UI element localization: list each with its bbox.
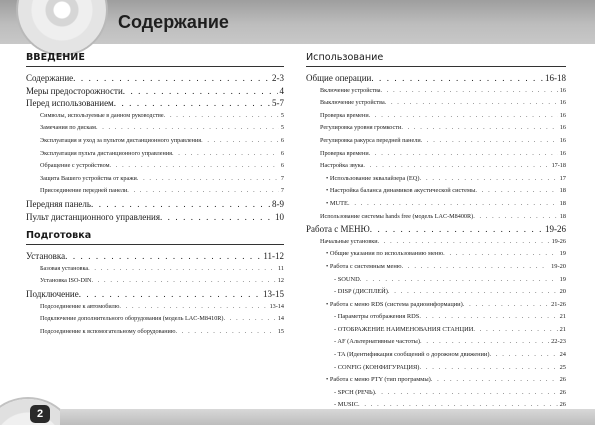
toc-entry (26, 97, 284, 110)
toc-entry-title: Подключение дополнительного оборудования (модель LAC-M8410R) (40, 315, 224, 323)
toc-entry-title: Выключение устройства (320, 99, 385, 107)
toc-entry (306, 72, 566, 85)
toc-entry (306, 349, 566, 362)
toc-entry-page: 19 (559, 275, 566, 283)
toc-entry (306, 299, 566, 312)
header-band (0, 0, 595, 44)
toc-leader (385, 97, 558, 110)
toc-entry-title: Передняя панель (26, 198, 92, 209)
toc-entry-title: • Работа с меню RDS (система радиоинформации) (326, 300, 463, 308)
toc-leader (420, 336, 549, 349)
toc-entry-page: 12 (277, 277, 284, 285)
toc-entry-title: • MUTE (326, 199, 348, 207)
toc-entry-page: 19-26 (545, 224, 566, 235)
toc-entry (306, 122, 566, 135)
toc-leader (363, 160, 549, 173)
toc-entry-page: 14 (277, 315, 284, 323)
toc-entry-page: 16 (559, 111, 566, 119)
toc-entry-page: 5 (280, 124, 284, 132)
toc-entry-title: Подсоединение к автомобилю (40, 302, 120, 310)
toc-entry-title: Эксплуатация пульта дистанционного управления (40, 149, 172, 157)
toc-leader (369, 110, 558, 123)
toc-entry-title: - Параметры отображения RDS (334, 313, 420, 321)
toc-leader (96, 122, 279, 135)
toc-leader (371, 72, 543, 85)
toc-entry-title: • Использование эквалайзера (EQ) (326, 174, 420, 182)
toc-entry-page: 11 (278, 264, 284, 272)
toc-leader (224, 313, 276, 326)
toc-entry (306, 160, 566, 173)
toc-entry (306, 286, 566, 299)
toc-entry (26, 301, 284, 314)
toc-entry (26, 288, 284, 301)
toc-leader (421, 135, 558, 148)
toc-entry-title: Перед использованием (26, 98, 114, 109)
toc-leader (489, 349, 557, 362)
toc-entry-page: 17 (559, 174, 566, 182)
toc-entry-page: 20 (559, 288, 566, 296)
toc-list-usage (306, 72, 566, 412)
toc-leader (91, 275, 275, 288)
toc-leader (137, 173, 279, 186)
toc-entry-title: - TA (Идентификация сообщений о дорожном движении) (334, 351, 490, 359)
toc-entry (306, 336, 566, 349)
toc-entry (306, 198, 566, 211)
toc-entry-page: 6 (280, 149, 284, 157)
toc-entry-title: Установка (26, 251, 66, 262)
toc-entry-page: 18 (559, 212, 566, 220)
toc-entry-page: 6 (280, 162, 284, 170)
toc-entry-page: 16-18 (545, 73, 566, 83)
toc-entry-page: 19-20 (551, 262, 566, 270)
toc-leader (114, 97, 270, 110)
toc-entry (26, 263, 284, 276)
toc-entry-page: 8-9 (272, 198, 284, 209)
toc-entry (26, 275, 284, 288)
toc-entry (306, 362, 566, 375)
toc-entry (306, 173, 566, 186)
toc-entry-title: Работа с МЕНЮ (306, 224, 370, 235)
toc-entry-page: 21 (559, 325, 566, 333)
section-rule (26, 66, 284, 67)
toc-entry (306, 223, 566, 236)
toc-entry (26, 148, 284, 161)
toc-entry-title: Замечания по дискам (40, 124, 96, 132)
toc-leader (463, 299, 549, 312)
toc-leader (402, 261, 550, 274)
section-rule (26, 244, 284, 245)
toc-entry-title: Символы, используемые в данном руководстве (40, 111, 164, 119)
toc-entry-title: Подсоединение к вспомогательному оборудованию (40, 327, 176, 335)
toc-entry-page: 15 (277, 327, 284, 335)
toc-leader (473, 324, 557, 337)
toc-entry-page: 25 (559, 363, 566, 371)
toc-entry-page: 18 (559, 187, 566, 195)
toc-list-introduction (26, 72, 284, 223)
toc-entry-page: 21-26 (551, 300, 566, 308)
toc-leader (381, 85, 558, 98)
footer-band (0, 395, 595, 425)
toc-entry-page: 19 (559, 250, 566, 258)
toc-entry (26, 198, 284, 211)
toc-list-preparation (26, 250, 284, 338)
toc-leader (388, 286, 558, 299)
toc-leader (127, 185, 279, 198)
toc-leader (369, 148, 558, 161)
toc-entry (306, 274, 566, 287)
toc-entry-title: - SPCH (РЕЧЬ) (334, 388, 375, 396)
toc-entry (306, 135, 566, 148)
toc-entry (306, 148, 566, 161)
toc-leader (443, 248, 558, 261)
toc-entry-page: 24 (559, 351, 566, 359)
toc-entry-title: • Общие указания по использованию меню (326, 250, 444, 258)
toc-entry (306, 110, 566, 123)
footer-bar (60, 409, 595, 425)
toc-entry-title: • Настройка баланса динамиков акустической системы (326, 187, 476, 195)
toc-entry (306, 236, 566, 249)
toc-entry-page: 17-18 (551, 162, 566, 170)
toc-entry-page: 26 (559, 376, 566, 384)
toc-leader (88, 263, 276, 276)
toc-leader (65, 250, 261, 263)
toc-entry-page: 19-26 (551, 237, 566, 245)
toc-entry-title: Проверка времени (320, 111, 369, 119)
toc-entry (26, 313, 284, 326)
toc-entry-page: 26 (559, 388, 566, 396)
toc-entry-page: 5 (280, 111, 284, 119)
left-column (26, 52, 284, 338)
toc-entry-page: 18 (559, 199, 566, 207)
toc-entry-title: - SOUND (334, 275, 360, 283)
toc-leader (419, 311, 557, 324)
toc-entry-title: Подключение (26, 288, 79, 299)
toc-entry (26, 85, 284, 98)
toc-leader (164, 110, 279, 123)
toc-leader (73, 72, 270, 85)
toc-entry-title: Содержание (26, 73, 74, 83)
toc-entry-title: Установка ISO-DIN (40, 277, 92, 285)
toc-entry-page: 26 (559, 401, 566, 409)
toc-entry (306, 185, 566, 198)
toc-entry (306, 248, 566, 261)
toc-leader (123, 85, 278, 98)
toc-entry-page: 10 (275, 211, 284, 222)
toc-entry-title: Защита Вашего устройства от кражи (40, 174, 137, 182)
toc-entry-title: Эксплуатация и уход за пультом дистанционного управления (40, 136, 202, 144)
toc-leader (401, 122, 558, 135)
toc-entry (26, 72, 284, 85)
page-number: 2 (30, 405, 50, 423)
toc-entry-page: 4 (279, 85, 284, 96)
toc-entry (26, 185, 284, 198)
toc-entry-page: 16 (559, 124, 566, 132)
toc-entry (306, 311, 566, 324)
toc-leader (348, 198, 558, 211)
toc-entry-page: 11-12 (263, 251, 284, 262)
toc-entry-title: • Работа с меню PTY (тип программы) (326, 376, 431, 384)
toc-entry (26, 122, 284, 135)
toc-entry-page: 16 (559, 149, 566, 157)
toc-entry (26, 326, 284, 339)
toc-leader (420, 173, 558, 186)
toc-entry-title: Базовая установка (40, 264, 89, 272)
toc-leader (91, 198, 270, 211)
toc-leader (419, 362, 557, 375)
toc-entry-title: • Работа с системным меню (326, 262, 402, 270)
disc-icon (18, 0, 106, 54)
toc-entry (26, 160, 284, 173)
section-heading-introduction: ВВЕДЕНИЕ (26, 52, 85, 63)
toc-entry-title: - AF (Альтернативные частоты) (334, 338, 420, 346)
section-rule (306, 66, 566, 67)
toc-entry-page: 13-14 (269, 302, 284, 310)
toc-entry-title: - DISP (ДИСПЛЕЙ) (334, 288, 388, 296)
toc-entry (306, 97, 566, 110)
toc-entry-page: 7 (280, 174, 284, 182)
toc-entry-title: Настройка звука (320, 162, 364, 170)
toc-entry-title: Общие операции (306, 73, 372, 83)
toc-entry (306, 374, 566, 387)
section-heading-usage: Использование (306, 52, 384, 63)
toc-entry-title: - ОТОБРАЖЕНИЕ НАИМЕНОВАНИЯ СТАНЦИИ (334, 325, 474, 333)
toc-entry-page: 21 (559, 313, 566, 321)
toc-entry (26, 173, 284, 186)
toc-entry-title: Регулировка уровня громкости (320, 124, 402, 132)
toc-leader (79, 288, 261, 301)
page-title: Содержание (118, 12, 229, 32)
toc-leader (475, 185, 557, 198)
toc-leader (201, 135, 279, 148)
toc-entry-page: 7 (280, 187, 284, 195)
toc-entry-title: Регулировка ракурса передней панели (320, 136, 421, 144)
toc-entry-title: Пульт дистанционного управления (26, 211, 160, 222)
toc-leader (172, 148, 279, 161)
toc-entry-title: Меры предосторожности (26, 85, 123, 96)
toc-leader (110, 160, 279, 173)
toc-entry-title: Использование системы hands free (модель LAC-M8400R) (320, 212, 474, 220)
toc-entry (306, 261, 566, 274)
toc-entry-page: 16 (559, 136, 566, 144)
toc-leader (378, 236, 550, 249)
toc-leader (119, 301, 267, 314)
toc-entry-title: Начальные установки (320, 237, 378, 245)
toc-entry-page: 5-7 (272, 98, 284, 109)
toc-entry-title: Присоединение передней панели (40, 187, 128, 195)
toc-entry-page: 13-15 (263, 288, 284, 299)
toc-entry (306, 85, 566, 98)
toc-entry-title: Проверка времени (320, 149, 369, 157)
toc-entry (26, 135, 284, 148)
toc-leader (360, 274, 558, 287)
toc-entry-title: - MUSIC (334, 401, 358, 409)
toc-entry-title: Включение устройства (320, 86, 381, 94)
section-heading-preparation: Подготовка (26, 230, 92, 242)
toc-entry (26, 211, 284, 224)
toc-entry (306, 211, 566, 224)
toc-entry-page: 22-23 (551, 338, 566, 346)
toc-entry (26, 250, 284, 263)
right-column (306, 52, 566, 412)
toc-leader (431, 374, 558, 387)
toc-entry-title: Обращение с устройством (40, 162, 110, 170)
toc-entry-page: 16 (559, 86, 566, 94)
toc-leader (370, 223, 543, 236)
toc-entry-page: 16 (559, 99, 566, 107)
toc-entry-title: - CONFIG (КОНФИГУРАЦИЯ) (334, 363, 420, 371)
toc-entry (26, 110, 284, 123)
toc-entry (306, 324, 566, 337)
toc-leader (160, 211, 273, 224)
toc-leader (175, 326, 275, 339)
toc-leader (473, 211, 558, 224)
toc-entry-page: 6 (280, 136, 284, 144)
toc-entry-page: 2-3 (272, 73, 284, 83)
